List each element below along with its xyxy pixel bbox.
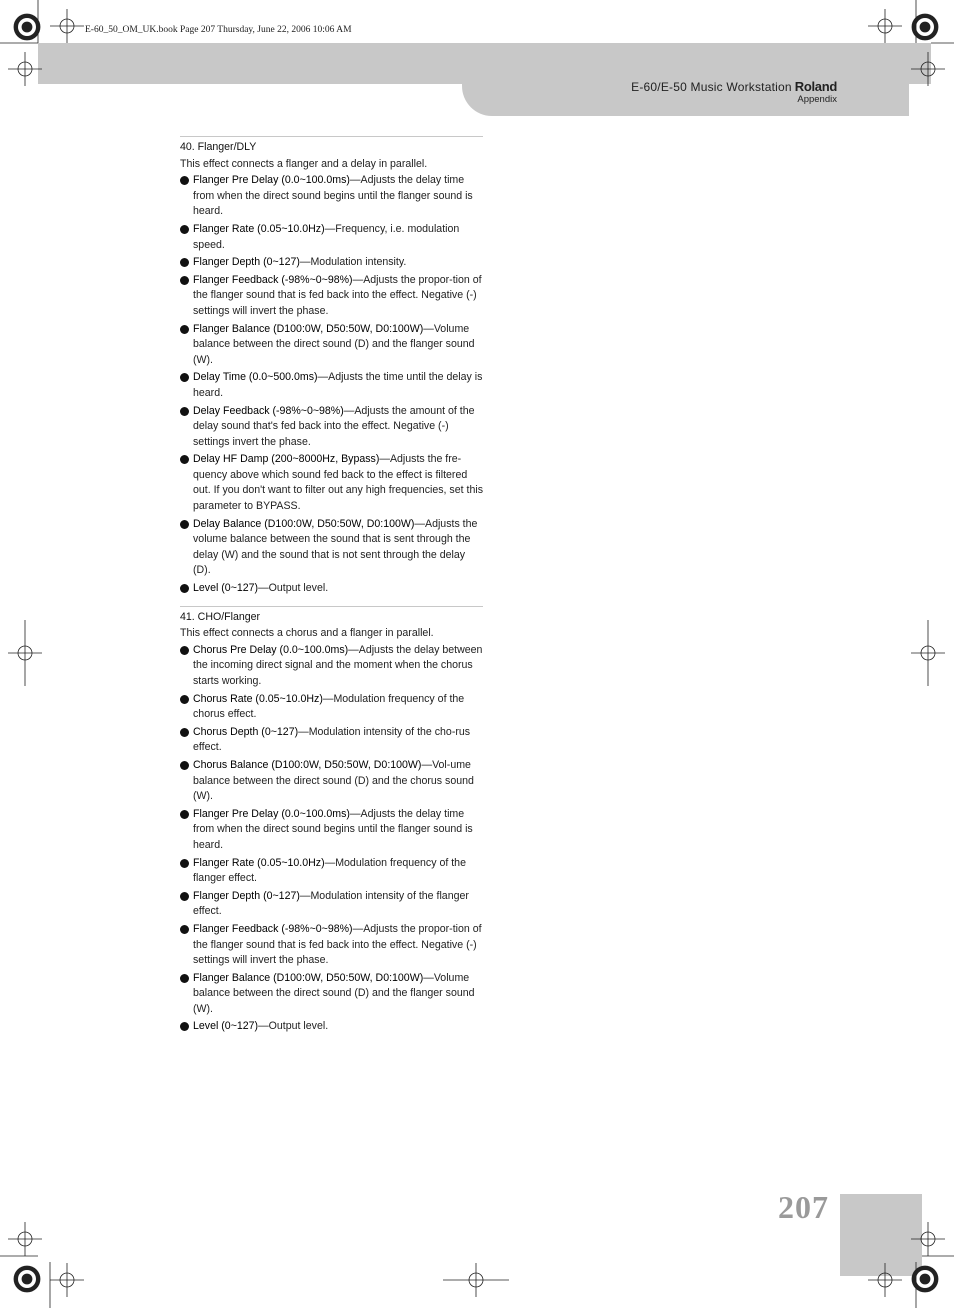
param-name: Chorus Pre Delay (0.0~100.0ms): [193, 643, 349, 656]
param-item: Flanger Balance (D100:0W, D50:50W, D0:100W)—Volume balance between the direct sound (D) and the flanger sound (W).: [180, 971, 483, 1018]
param-name: Chorus Balance (D100:0W, D50:50W, D0:100W): [193, 758, 422, 771]
bullet-icon: [180, 925, 189, 934]
param-name: Flanger Pre Delay (0.0~100.0ms): [193, 807, 350, 820]
param-name: Level (0~127): [193, 582, 259, 595]
bullet-icon: [180, 455, 189, 464]
effect-intro: This effect connects a flanger and a delay in parallel.: [180, 157, 428, 170]
param-desc: Adjusts the delay between the incoming direct signal and the moment when the chorus starts working.: [193, 643, 483, 687]
param-name: Chorus Depth (0~127): [193, 725, 299, 738]
running-header: [631, 79, 837, 94]
bullet-icon: [180, 974, 189, 983]
bullet-icon: [180, 1022, 189, 1031]
param-desc: Adjusts the propor-tion of the flanger sound that is fed back into the effect. Negative (-) settings will invert the phase.: [193, 273, 482, 317]
bullet-icon: [180, 892, 189, 901]
crosshair-icon: [50, 9, 84, 43]
crosshair-icon: [50, 1263, 84, 1297]
param-item: Delay Time (0.0~500.0ms)—Adjusts the time until the delay is heard.: [180, 370, 483, 401]
brand-logo: Roland: [794, 79, 837, 94]
param-name: Delay Balance (D100:0W, D50:50W, D0:100W): [193, 517, 415, 530]
param-desc: Modulation frequency of the chorus effect.: [193, 692, 465, 721]
crosshair-icon: [868, 9, 902, 43]
param-desc: Modulation intensity of the cho-rus effect.: [193, 725, 471, 754]
param-name: Delay Feedback (-98%~0~98%): [193, 404, 344, 417]
param-item: Flanger Pre Delay (0.0~100.0ms)—Adjusts the delay time from when the direct sound begins until the flanger sound is heard.: [180, 173, 483, 220]
param-item: Delay Balance (D100:0W, D50:50W, D0:100W)—Adjusts the volume balance between the sound that is sent through the delay (W) and the sound that is not sent through the delay (D).: [180, 517, 483, 579]
param-desc: Output level.: [268, 1020, 329, 1033]
param-item: Delay HF Damp (200~8000Hz, Bypass)—Adjusts the fre-quency above which sound fed back to the effect is filtered out. If you don't want to filter out any high frequencies, set this parameter to BYPASS.: [180, 452, 483, 514]
page-number: 207: [778, 1189, 829, 1225]
param-desc: Adjusts the amount of the delay sound that's fed back into the effect. Negative (-) settings invert the phase.: [193, 404, 475, 448]
param-name: Delay Time (0.0~500.0ms): [193, 371, 318, 384]
param-item: Flanger Rate (0.05~10.0Hz)—Frequency, i.e. modulation speed.: [180, 222, 483, 253]
param-item: Flanger Depth (0~127)—Modulation intensity.: [180, 255, 483, 271]
param-item: Flanger Rate (0.05~10.0Hz)—Modulation frequency of the flanger effect.: [180, 856, 483, 887]
crosshair-icon: [443, 1263, 509, 1297]
param-name: Flanger Balance (D100:0W, D50:50W, D0:100W): [193, 971, 424, 984]
bullet-icon: [180, 225, 189, 234]
param-desc: Adjusts the propor-tion of the flanger sound that is fed back into the effect. Negative (-) settings will invert the phase.: [193, 922, 482, 967]
bullet-icon: [180, 407, 189, 416]
param-name: Flanger Rate (0.05~10.0Hz): [193, 856, 325, 869]
param-desc: Adjusts the delay time from when the direct sound begins until the flanger sound is heard.: [193, 807, 473, 851]
param-item: Level (0~127)—Output level.: [180, 581, 483, 597]
param-item: Chorus Rate (0.05~10.0Hz)—Modulation frequency of the chorus effect.: [180, 692, 483, 723]
bullet-icon: [180, 728, 189, 737]
effect-intro: This effect connects a chorus and a flanger in parallel.: [180, 627, 434, 640]
effect-40: [180, 136, 483, 597]
starburst-icon: [14, 1266, 40, 1292]
bullet-icon: [180, 325, 189, 334]
param-name: Chorus Rate (0.05~10.0Hz): [193, 692, 323, 705]
param-desc: Modulation intensity of the flanger effect.: [193, 889, 469, 918]
crosshair-icon: [8, 1222, 42, 1256]
bullet-icon: [180, 646, 189, 655]
param-name: Flanger Balance (D100:0W, D50:50W, D0:100W): [193, 322, 424, 335]
param-name: Flanger Feedback (-98%~0~98%): [193, 922, 353, 935]
bullet-icon: [180, 761, 189, 770]
effects-column: [180, 136, 483, 1037]
param-desc: Adjusts the time until the delay is heard.: [193, 371, 483, 399]
bullet-icon: [180, 176, 189, 185]
crosshair-icon: [911, 620, 945, 686]
param-desc: Modulation intensity.: [310, 256, 407, 269]
param-name: Flanger Rate (0.05~10.0Hz): [193, 222, 325, 235]
starburst-icon: [912, 14, 938, 40]
param-desc: Adjusts the fre-quency above which sound fed back to the effect is filtered out. If you don't want to filter out any high frequencies, set this parameter to BYPASS.: [193, 453, 483, 513]
param-item: Level (0~127)—Output level.: [180, 1019, 483, 1035]
param-item: Chorus Pre Delay (0.0~100.0ms)—Adjusts the delay between the incoming direct signal and the moment when the chorus starts working.: [180, 643, 483, 690]
param-desc: Volume balance between the direct sound (D) and the flanger sound (W).: [193, 971, 475, 1015]
bullet-icon: [180, 584, 189, 593]
param-name: Flanger Depth (0~127): [193, 889, 300, 902]
effect-title: 41. CHO/Flanger: [180, 610, 261, 623]
bullet-icon: [180, 373, 189, 382]
effect-41: [180, 606, 483, 1035]
bullet-icon: [180, 276, 189, 285]
param-item: Chorus Balance (D100:0W, D50:50W, D0:100W)—Vol-ume balance between the direct sound (D) and the chorus sound (W).: [180, 758, 483, 805]
page-number-box: [840, 1194, 922, 1276]
param-item: Flanger Balance (D100:0W, D50:50W, D0:100W)—Volume balance between the direct sound (D) and the flanger sound (W).: [180, 322, 483, 369]
param-name: Flanger Feedback (-98%~0~98%): [193, 273, 353, 286]
param-item: Chorus Depth (0~127)—Modulation intensity of the cho-rus effect.: [180, 725, 483, 756]
bullet-icon: [180, 695, 189, 704]
param-item: Flanger Feedback (-98%~0~98%)—Adjusts the propor-tion of the flanger sound that is fed back into the effect. Negative (-) settings will invert the phase.: [180, 922, 483, 969]
param-desc: Vol-ume balance between the direct sound (D) and the chorus sound (W).: [193, 758, 474, 803]
starburst-icon: [14, 14, 40, 40]
product-title: E-60/E-50 Music Workstation: [631, 80, 792, 94]
param-item: Flanger Feedback (-98%~0~98%)—Adjusts the propor-tion of the flanger sound that is fed back into the effect. Negative (-) settings will invert the phase.: [180, 273, 483, 320]
param-desc: Modulation frequency of the flanger effect.: [193, 856, 466, 885]
bullet-icon: [180, 520, 189, 529]
param-desc: Adjusts the delay time from when the direct sound begins until the flanger sound is heard.: [193, 174, 473, 218]
param-desc: Adjusts the volume balance between the sound that is sent through the delay (W) and the sound that is not sent through the delay (D).: [193, 517, 478, 577]
param-name: Flanger Depth (0~127): [193, 256, 300, 269]
param-desc: Output level.: [268, 582, 329, 595]
crosshair-icon: [8, 52, 42, 86]
bullet-icon: [180, 859, 189, 868]
param-item: Flanger Depth (0~127)—Modulation intensity of the flanger effect.: [180, 889, 483, 920]
effect-title: 40. Flanger/DLY: [180, 141, 257, 153]
param-desc: Volume balance between the direct sound (D) and the flanger sound (W).: [193, 322, 475, 366]
print-info: E-60_50_OM_UK.book Page 207 Thursday, June 22, 2006 10:06 AM: [85, 25, 352, 35]
param-name: Level (0~127): [193, 1020, 259, 1033]
bullet-icon: [180, 810, 189, 819]
param-desc: Frequency, i.e. modulation speed.: [193, 222, 460, 251]
param-item: Flanger Pre Delay (0.0~100.0ms)—Adjusts the delay time from when the direct sound begins until the flanger sound is heard.: [180, 807, 483, 854]
bullet-icon: [180, 258, 189, 267]
crosshair-icon: [8, 620, 42, 686]
param-name: Flanger Pre Delay (0.0~100.0ms): [193, 174, 350, 187]
section-label: Appendix: [797, 94, 837, 105]
param-item: Delay Feedback (-98%~0~98%)—Adjusts the amount of the delay sound that's fed back into the effect. Negative (-) settings invert the phase.: [180, 404, 483, 451]
param-name: Delay HF Damp (200~8000Hz, Bypass): [193, 453, 380, 466]
